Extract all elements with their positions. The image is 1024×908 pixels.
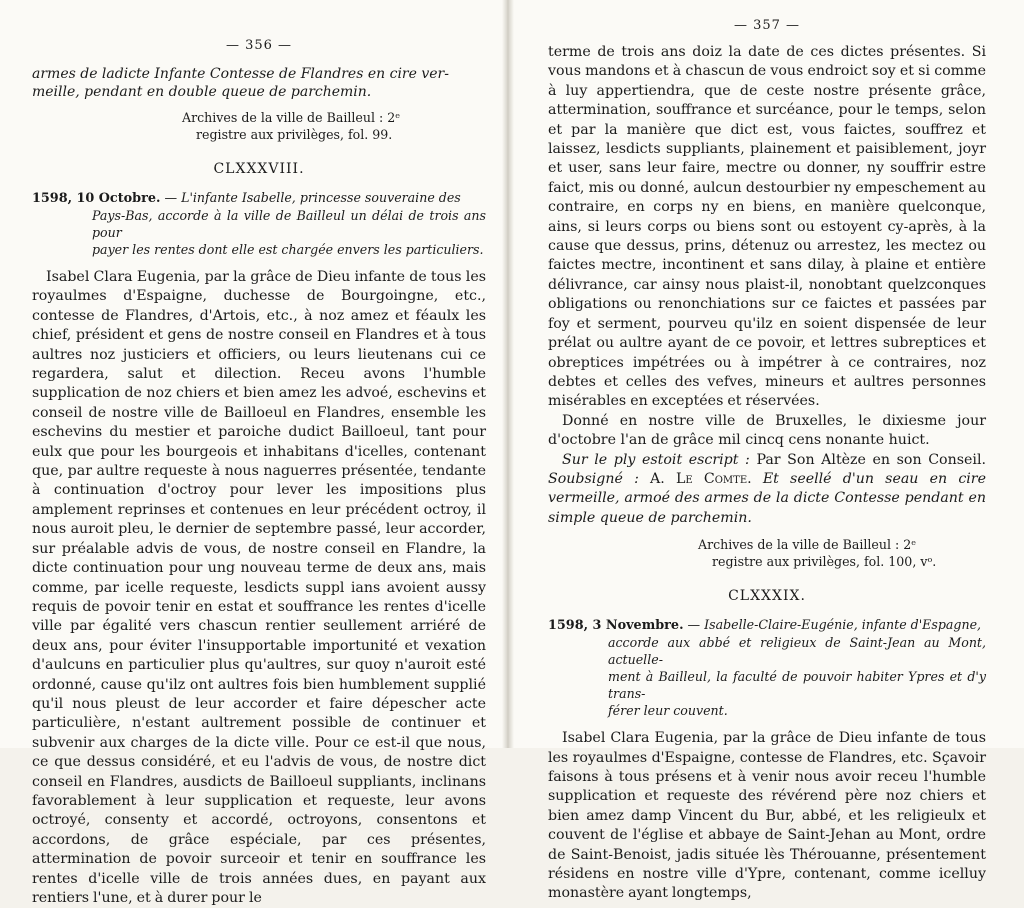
seal-description: Et seellé d'un seau en cire vermeille, armoé des armes de la dicte Contesse pendant en simple queue de parchemin. [548,470,986,526]
charter-body: Isabel Clara Eugenia, par la grâce de Dieu infante de tous les royaulmes d'Espaigne, contesse de Flandres, etc. Sçavoir faisons à tous présens et à venir nous avoir receu l'humble supplication et requeste des révérend père noz chiers et bien amez damp Vincent du Bur, abbé, et les religieulx et couvent de l'église et abbaye de Saint-Jehan au Mont, ordre de Saint-Benoist, jadis située lès Thérouanne, présentement résidens en nostre ville d'Ypre, contenant, comme icelluy monastère ayant longtemps, [548,730,986,902]
archive-line: registre aux privilèges, fol. 100, vᵒ. [712,554,937,570]
opening-line: meille, pendant en double queue de parchemin. [32,84,372,100]
charter-date: 1598, 3 Novembre. [548,618,684,634]
charter-summary [548,616,986,719]
archive-reference [698,536,986,570]
summary-line: payer les rentes dont elle est chargée envers les particuliers. [92,242,484,257]
right-page [508,0,1024,902]
book-gutter [502,0,514,748]
archive-line: Archives de la ville de Bailleul : 2ᵉ [698,537,917,553]
summary-text: — Isabelle-Claire-Eugénie, infante d'Espagne, [687,617,982,633]
signer-name: A. Le Comte. [650,470,752,487]
charter-number: CLXXXIX. [728,588,806,605]
signed-label: Soubsigné : [548,470,639,487]
summary-text: — L'infante Isabelle, princesse souveraine des [164,190,461,205]
summary-line: férer leur couvent. [608,703,728,719]
archive-line: registre aux privilèges, fol. 99. [196,127,393,142]
page-number: — 356 — [225,38,293,53]
charter-number: CLXXXVIII. [213,161,305,177]
dating-clause: Donné en nostre ville de Bruxelles, le dixiesme jour d'octobre l'an de grâce mil cincq cens nonante huict. [548,412,986,449]
archive-reference [182,109,486,143]
charter-date: 1598, 10 Octobre. [32,191,161,206]
summary-line: ment à Bailleul, la faculté de pouvoir habiter Ypres et d'y trans- [608,669,986,702]
charter-body: terme de trois ans doiz la date de ces dictes présentes. Si vous mandons et à chascun de vous endroict soy et si comme à luy appertiendra, que de ceste nostre présente grâce, attermination, souffrance et surcéance, pour le temps, selon et par la manière que dict est, vous faictes, souffrez et laissez, lesdicts suppliants, plainement et paisiblement, joyr et user, sans leur faire, mectre ou donner, ny souffrir estre faict, mis ou donné, aulcun destourbier ny empeschement au contraire, en corps ny en biens, en manière quelconque, ains, si leurs corps ou biens sont ou estoyent cy-après, à la cause que dessus, prins, détenuz ou arrestez, les mectez ou faictes mectre, incontinent et sans dilay, à plaine et entière délivrance, car ainsy nous plaist-il, nonobtant quelzconques obligations ou renonchiations sur ce faictes et passées par foy et serment, pourveu qu'ilz en soient dispensée de leur prélat ou aultre ayant de ce povoir, et lettres subreptices et obreptices impétrées ou à impétrer à ce contraires, noz debtes et celles des vefves, mineurs et aultres personnes misérables en exceptées et réservées. [548,44,986,410]
charter-summary [32,189,486,258]
endorsement [548,451,986,529]
summary-line: accorde aux abbé et religieux de Saint-Jean au Mont, actuelle- [608,635,986,668]
page-number: — 357 — [733,18,801,33]
endorsement-by: Par Son Altèze en son Conseil. [756,451,986,468]
endorsement-intro: Sur le ply estoit escript : [562,451,750,468]
opening-line: armes de ladicte Infante Contesse de Flandres en cire ver- [32,66,449,82]
summary-line: Pays-Bas, accorde à la ville de Bailleul un délai de trois ans pour [92,208,486,240]
left-page [0,0,508,906]
archive-line: Archives de la ville de Bailleul : 2ᵉ [182,110,401,125]
charter-body: Isabel Clara Eugenia, par la grâce de Dieu infante de tous les royaulmes d'Espaigne, duchesse de Bourgoingne, etc., contesse de Flandres, d'Artois, etc., à noz amez et féaulx les chief, président et gens de nostre conseil en Flandres et à tous aultres noz justiciers et officiers, ou leurs lieutenans cui ce regardera, salut et dilection. Receu avons l'humble supplication de noz chiers et bien amez les advoé, eschevins et conseil de nostre ville de Bailloeul en Flandres, ensemble les eschevins du mestier et paroiche dudict Bailloeul, tant pour eulx que pour les bourgeois et inhabitans d'icelles, contenant que, par aultre requeste à nous naguerres présentée, tendante à continuation d'octroy pour lever les impositions plus amplement reprinses et contenues en leur précédent octroy, il nous auroit pleu, le dernier de septembre passé, leur accorder, sur préalable advis de vous, de nostre conseil en Flandre, la dicte continuation pour ung nouveau terme de deux ans, mais comme, par icelle requeste, lesdicts suppl ians avoient aussy requis de povoir tenir en estat et souffrance les rentes d'icelle ville par égalité vers chascun rentier seullement arriéré de deux ans, pour éviter l'insupportable importunité et vexation d'aulcuns en particulier plus qu'aultres, sur quoy n'auroit esté ordonné, cause qu'ilz ont aultres fois bien humblement supplié qu'il nous pleust de leur accorder et faire dépescher acte particulière, n'estant aultrement possible de continuer et subvenir aux charges de la dicte ville. Pour ce est-il que nous, ce que dessus considéré, et eu l'advis de vous, de nostre dict conseil en Flandres, ausdicts de Bailloeul suppliants, inclinans favorablement à leur supplication et requeste, leur avons octroyé, consenty et accordé, octroyons, consentons et accordons, de grâce espéciale, par ces présentes, attermination de povoir surceoir et tenir en souffrance les rentes d'icelle ville de trois années dues, en payant aux rentiers l'une, et à durer pour le [32,269,486,906]
